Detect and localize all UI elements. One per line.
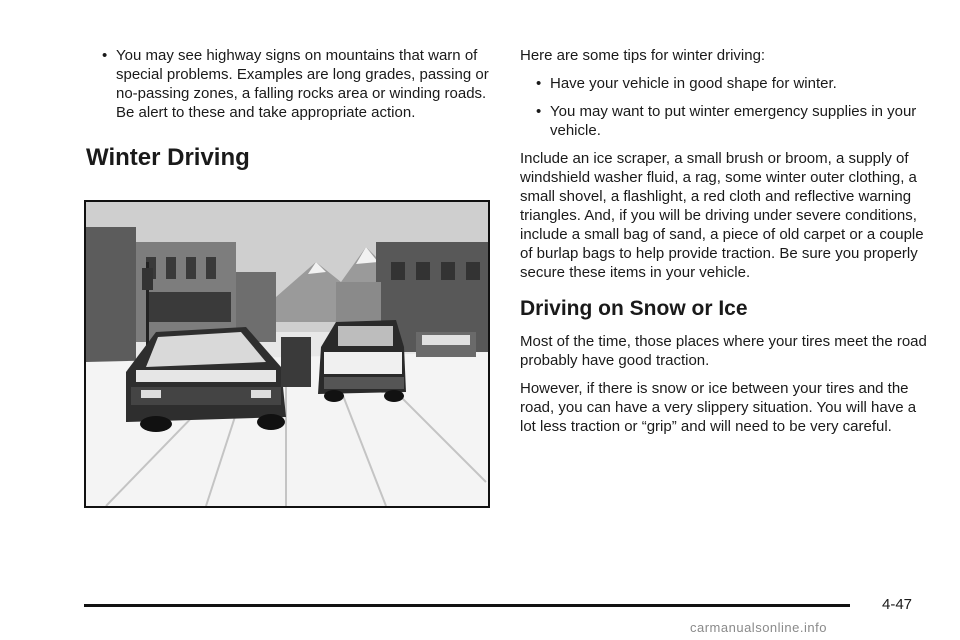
tip-bullet: • You may want to put winter emergency supplies in your vehicle.	[520, 102, 928, 140]
winter-street-drawing	[86, 202, 488, 506]
footer-rule	[84, 604, 850, 607]
winter-driving-heading: Winter Driving	[86, 144, 250, 171]
mountain-signs-bullet: • You may see highway signs on mountains that warn of special problems. Examples are long grades, passing or no-passing zones, a falling rocks area or winding roads. Be alert to these and take appropriate action.	[86, 46, 496, 122]
left-column	[86, 46, 496, 190]
watermark: carmanualsonline.info	[690, 620, 827, 635]
right-column	[520, 46, 928, 445]
supplies-paragraph: Include an ice scraper, a small brush or broom, a supply of windshield washer fluid, a rag, some winter outer clothing, a small shovel, a flashlight, a red cloth and reflective warning triangles. And, if you will be driving under severe conditions, include a small bag of sand, a piece of old carpet or a couple of burlap bags to help provide traction. Be sure you properly secure these items in your vehicle.	[520, 150, 924, 281]
snow-ice-heading: Driving on Snow or Ice	[520, 297, 748, 320]
tips-intro: Here are some tips for winter driving:	[520, 47, 766, 64]
winter-street-illustration	[84, 200, 490, 508]
traction-paragraph: Most of the time, those places where your tires meet the road probably have good traction.	[520, 333, 927, 369]
slippery-paragraph: However, if there is snow or ice between your tires and the road, you can have a very slippery situation. You will have a lot less traction or “grip” and will need to be very careful.	[520, 380, 917, 435]
page-number: 4-47	[882, 596, 913, 613]
tip-bullet: • Have your vehicle in good shape for winter.	[520, 74, 928, 93]
